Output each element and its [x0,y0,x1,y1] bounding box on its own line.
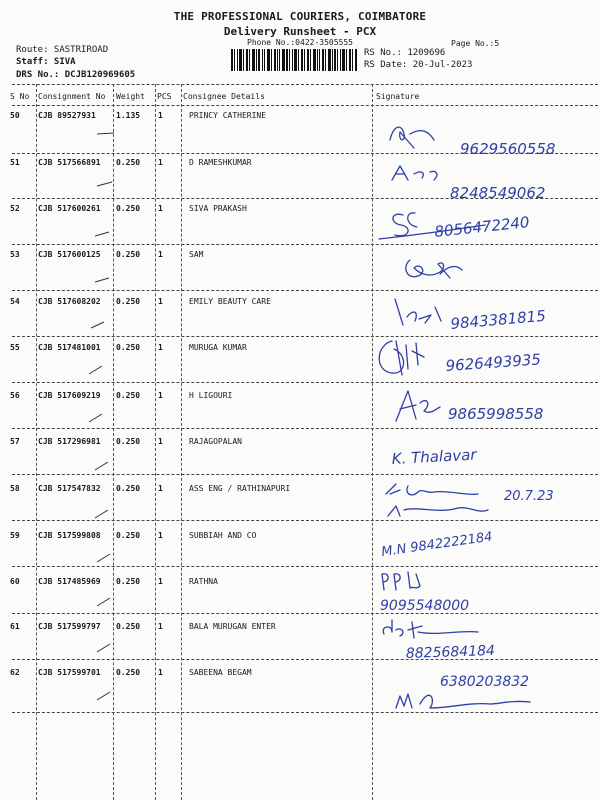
table-top-rule [12,84,598,85]
row-consignee: ASS ENG / RATHINAPURI [189,484,291,493]
row-consignment: CJB 89527931 [38,111,96,120]
row-separator [12,244,598,245]
row-pcs: 1 [158,577,163,586]
col-header-weight: Weight [116,92,145,101]
rs-date: RS Date: 20-Jul-2023 [364,60,473,70]
row-pcs: 1 [158,622,163,631]
svg-text:9629560558: 9629560558 [460,140,556,158]
row-consignment: CJB 517481001 [38,343,101,352]
check-mark [94,460,114,472]
check-mark [94,508,114,520]
row-separator [12,474,598,475]
row-consignment: CJB 517599797 [38,622,101,631]
svg-text:6380203832: 6380203832 [440,674,530,690]
col-header-signature: Signature [376,92,420,101]
svg-text:8825684184: 8825684184 [405,642,496,662]
check-mark [96,552,116,564]
row-consignee: MURUGA KUMAR [189,343,247,352]
document-title: THE PROFESSIONAL COURIERS, COIMBATORE [173,10,427,23]
row-weight: 0.250 [116,531,141,540]
row-consignee: EMILY BEAUTY CARE [189,297,271,306]
check-mark [96,180,116,188]
signature [388,440,588,476]
column-divider [36,84,37,800]
header-bottom-rule [12,105,598,106]
row-sno: 56 [10,391,20,400]
row-pcs: 1 [158,531,163,540]
row-separator [12,198,598,199]
route-label: Route: SASTRIROAD [16,45,109,55]
row-separator [12,659,598,660]
row-weight: 0.250 [116,577,141,586]
row-sno: 50 [10,111,20,120]
row-pcs: 1 [158,111,163,120]
row-weight: 0.250 [116,437,141,446]
column-divider [372,84,373,800]
row-weight: 0.250 [116,622,141,631]
signature [378,476,588,526]
row-sno: 59 [10,531,20,540]
check-mark [96,596,116,608]
row-consignee: RATHNA [189,577,218,586]
row-consignment: CJB 517599701 [38,668,101,677]
row-pcs: 1 [158,668,163,677]
row-consignment: CJB 517608202 [38,297,101,306]
signature [390,385,590,429]
svg-text:9843381815: 9843381815 [449,306,547,333]
check-mark [96,642,116,654]
row-sno: 55 [10,343,20,352]
column-divider [155,84,156,800]
staff-label: Staff: SIVA [16,57,76,67]
row-pcs: 1 [158,343,163,352]
row-weight: 0.250 [116,204,141,213]
row-weight: 0.250 [116,391,141,400]
check-mark [90,320,110,330]
row-consignment: CJB 517600125 [38,250,101,259]
row-weight: 0.250 [116,484,141,493]
row-consignee: H LIGOURI [189,391,233,400]
svg-text:8056472240: 8056472240 [433,213,531,241]
row-sno: 52 [10,204,20,213]
row-consignee: SABEENA BEGAM [189,668,252,677]
row-weight: 0.250 [116,343,141,352]
signature [390,664,590,714]
signature [385,295,590,339]
drs-number: DRS No.: DCJB120969605 [16,70,136,80]
row-sno: 57 [10,437,20,446]
row-consignee: BALA MURUGAN ENTER [189,622,276,631]
row-separator [12,712,598,713]
row-consignment: CJB 517599808 [38,531,101,540]
barcode [231,49,357,71]
row-separator [12,382,598,383]
row-consignee: SAM [189,250,204,259]
row-weight: 0.250 [116,297,141,306]
row-weight: 0.250 [116,158,141,167]
signature [380,120,590,160]
row-weight: 0.250 [116,668,141,677]
row-consignee: SIVA PRAKASH [189,204,247,213]
row-consignment: CJB 517566891 [38,158,101,167]
check-mark [96,690,116,702]
row-consignee: PRINCY CATHERINE [189,111,267,120]
row-pcs: 1 [158,484,163,493]
row-sno: 53 [10,250,20,259]
row-separator [12,290,598,291]
row-sno: 62 [10,668,20,677]
row-sno: 54 [10,297,20,306]
row-pcs: 1 [158,297,163,306]
row-consignee: D RAMESHKUMAR [189,158,252,167]
svg-text:M.N 9842222184: M.N 9842222184 [380,529,494,560]
column-divider [181,84,182,800]
check-mark [88,412,108,424]
row-consignment: CJB 517296981 [38,437,101,446]
signature [380,160,590,202]
page-number: Page No.:5 [451,39,500,48]
row-weight: 0.250 [116,250,141,259]
signature [400,252,480,288]
row-consignee: RAJAGOPALAN [189,437,242,446]
signature [372,335,587,383]
row-consignment: CJB 517600261 [38,204,101,213]
row-sno: 58 [10,484,20,493]
signature [375,205,590,247]
row-pcs: 1 [158,437,163,446]
phone-number: Phone No.:0422-3505555 [247,38,353,47]
signature [378,568,578,614]
row-sno: 51 [10,158,20,167]
col-header-consignee: Consignee Details [183,92,265,101]
row-pcs: 1 [158,204,163,213]
row-pcs: 1 [158,391,163,400]
rs-number: RS No.: 1209696 [364,48,446,58]
col-header-consignment: Consignment No [38,92,106,101]
row-separator [12,428,598,429]
svg-text:8248549062: 8248549062 [450,184,546,202]
svg-text:9095548000: 9095548000 [380,598,470,614]
check-mark [88,364,108,376]
row-sno: 61 [10,622,20,631]
row-weight: 1.135 [116,111,141,120]
check-mark [96,130,116,136]
col-header-sno: S No [10,92,30,101]
check-mark [94,230,114,238]
svg-text:9865998558: 9865998558 [448,405,544,423]
col-header-pcs: PCS [157,92,172,101]
row-separator [12,520,598,521]
row-pcs: 1 [158,158,163,167]
row-consignment: CJB 517609219 [38,391,101,400]
row-consignment: CJB 517485969 [38,577,101,586]
row-consignee: SUBBIAH AND CO [189,531,257,540]
row-consignment: CJB 517547832 [38,484,101,493]
document-subtitle: Delivery Runsheet - PCX [223,25,377,38]
row-separator [12,153,598,154]
row-separator [12,566,598,567]
signature [380,528,580,568]
row-pcs: 1 [158,250,163,259]
svg-text:20.7.23: 20.7.23 [504,489,554,504]
signature [378,616,578,664]
row-sno: 60 [10,577,20,586]
svg-text:9626493935: 9626493935 [445,350,542,375]
row-separator [12,613,598,614]
svg-text:K. Thalavar: K. Thalavar [391,445,477,468]
check-mark [94,276,114,284]
